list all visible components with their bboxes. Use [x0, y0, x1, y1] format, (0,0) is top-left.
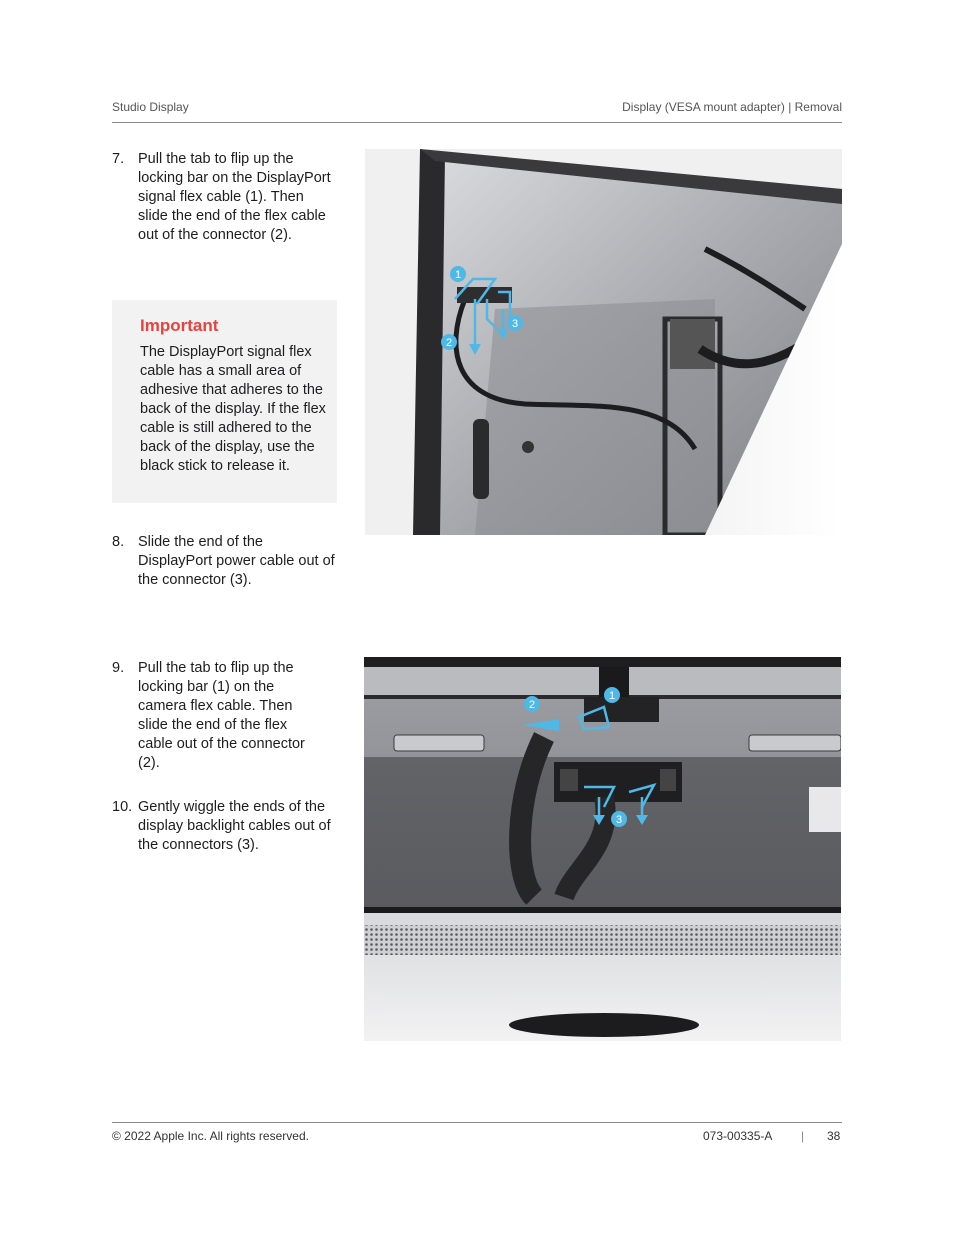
step-number: 9.	[112, 660, 125, 676]
step-text: Slide the end of the DisplayPort power cable out of the connector (3).	[138, 534, 335, 588]
svg-text:2: 2	[528, 699, 536, 711]
step-text: Pull the tab to flip up the locking bar on the DisplayPort signal flex cable (1). Then slide the end of the flex cable out of the connector (2).	[138, 151, 331, 243]
footer-doc-number: 073-00335-A	[703, 1129, 773, 1143]
svg-text:1: 1	[454, 269, 462, 281]
svg-text:1: 1	[608, 690, 616, 702]
marker-3	[611, 811, 627, 827]
running-header-right: Display (VESA mount adapter) | Removal	[622, 100, 842, 114]
header-rule	[112, 122, 842, 123]
callout-body: The DisplayPort signal flex cable has a small area of adhesive that adheres to the back of the display. If the flex cable is still adhered to the back of the display, use the black stick to release it.	[140, 344, 326, 474]
step-9	[112, 659, 337, 773]
step-8	[112, 533, 337, 590]
step-10	[112, 798, 337, 855]
footer-separator: |	[801, 1129, 805, 1143]
callout-title: Important	[140, 316, 219, 335]
figure-displayport-cables	[365, 149, 842, 535]
step-number: 7.	[112, 151, 125, 167]
footer-rule	[112, 1122, 842, 1123]
svg-text:3: 3	[615, 814, 623, 826]
marker-3	[507, 315, 523, 331]
important-callout	[112, 300, 337, 503]
step-text: Pull the tab to flip up the locking bar (1) on the camera flex cable. Then slide the end of the flex cable out of the connector (2).	[138, 660, 305, 771]
marker-2	[524, 696, 540, 712]
marker-1	[604, 687, 620, 703]
marker-2	[441, 334, 457, 350]
running-header-left: Studio Display	[112, 100, 189, 114]
step-7	[112, 150, 337, 245]
svg-text:3: 3	[511, 318, 519, 330]
step-text: Gently wiggle the ends of the display backlight cables out of the connectors (3).	[138, 799, 331, 853]
svg-text:2: 2	[445, 337, 453, 349]
footer-page-number: 38	[827, 1129, 841, 1143]
step-number: 10.	[112, 799, 133, 815]
footer-copyright: © 2022 Apple Inc. All rights reserved.	[112, 1129, 309, 1143]
marker-1	[450, 266, 466, 282]
figure-camera-backlight-cables	[364, 657, 841, 1041]
step-number: 8.	[112, 534, 125, 550]
